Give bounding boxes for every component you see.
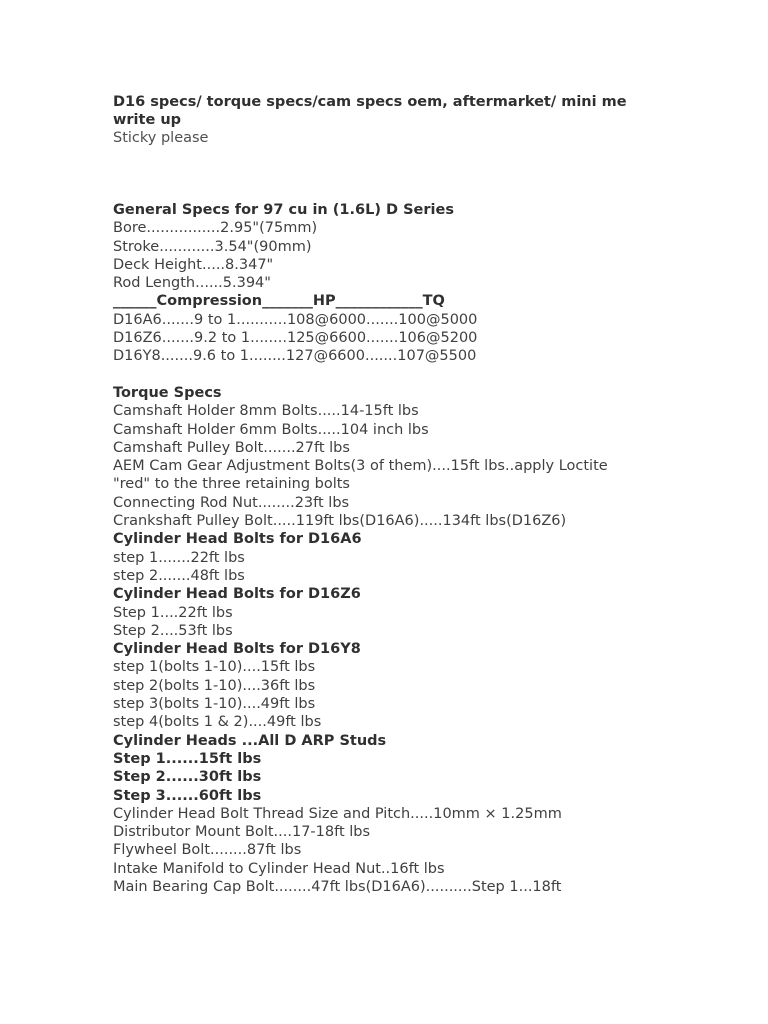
spacer [113,147,733,201]
document-page [113,93,733,896]
spec-line: Intake Manifold to Cylinder Head Nut..16ft lbs [113,860,445,877]
document-subtitle: Sticky please [113,130,209,146]
spec-line: Camshaft Holder 6mm Bolts.....104 inch lbs [113,421,429,438]
section-heading: Step 3......60ft lbs [113,787,262,804]
spec-line: AEM Cam Gear Adjustment Bolts(3 of them)....15ft lbs..apply Loctite [113,458,608,475]
spec-line: Rod Length......5.394" [113,275,271,292]
document-title [113,93,733,129]
document-body [113,201,733,896]
spec-line: step 2.......48ft lbs [113,567,245,584]
spec-line: Camshaft Pulley Bolt.......27ft lbs [113,439,350,456]
spec-line: Deck Height.....8.347" [113,256,274,273]
section-heading: General Specs for 97 cu in (1.6L) D Series [113,202,454,218]
spec-line: step 2(bolts 1-10)....36ft lbs [113,677,316,694]
blank-line [113,366,733,384]
spec-line: Camshaft Holder 8mm Bolts.....14-15ft lbs [113,403,419,420]
spec-line: Connecting Rod Nut........23ft lbs [113,494,350,511]
title-line-2: write up [113,112,182,128]
spec-line: Cylinder Head Bolt Thread Size and Pitch.....10mm × 1.25mm [113,805,562,822]
section-heading: Cylinder Head Bolts for D16A6 [113,531,362,548]
spec-line: Step 2....53ft lbs [113,622,233,639]
section-heading: ______Compression_______HP____________TQ [113,293,445,310]
spec-line: Step 1....22ft lbs [113,604,233,621]
spec-line: Main Bearing Cap Bolt........47ft lbs(D16A6)..........Step 1...18ft [113,878,562,895]
spec-line: step 1(bolts 1-10)....15ft lbs [113,659,316,676]
section-heading: Step 2......30ft lbs [113,769,262,786]
spec-line: Flywheel Bolt........87ft lbs [113,842,302,859]
spec-line: Crankshaft Pulley Bolt.....119ft lbs(D16A6).....134ft lbs(D16Z6) [113,513,567,530]
spec-line: "red" to the three retaining bolts [113,476,350,493]
spec-line: step 1.......22ft lbs [113,549,245,566]
spec-line: step 3(bolts 1-10)....49ft lbs [113,696,316,713]
spec-line: D16A6.......9 to 1...........108@6000.......100@5000 [113,311,478,328]
spec-line: Distributor Mount Bolt....17-18ft lbs [113,824,371,841]
section-heading: Cylinder Head Bolts for D16Z6 [113,586,361,603]
title-line-1: D16 specs/ torque specs/cam specs oem, aftermarket/ mini me [113,94,627,110]
spec-line: step 4(bolts 1 & 2)....49ft lbs [113,714,322,731]
spec-line: Bore................2.95"(75mm) [113,220,318,237]
spec-line: D16Y8.......9.6 to 1........127@6600.......107@5500 [113,348,477,365]
spec-line: D16Z6.......9.2 to 1........125@6600.......106@5200 [113,330,478,347]
section-heading: Cylinder Heads ...All D ARP Studs [113,732,387,749]
spec-line: Stroke............3.54"(90mm) [113,238,312,255]
section-heading: Step 1......15ft lbs [113,750,262,767]
section-heading: Cylinder Head Bolts for D16Y8 [113,641,361,658]
section-heading: Torque Specs [113,384,222,401]
